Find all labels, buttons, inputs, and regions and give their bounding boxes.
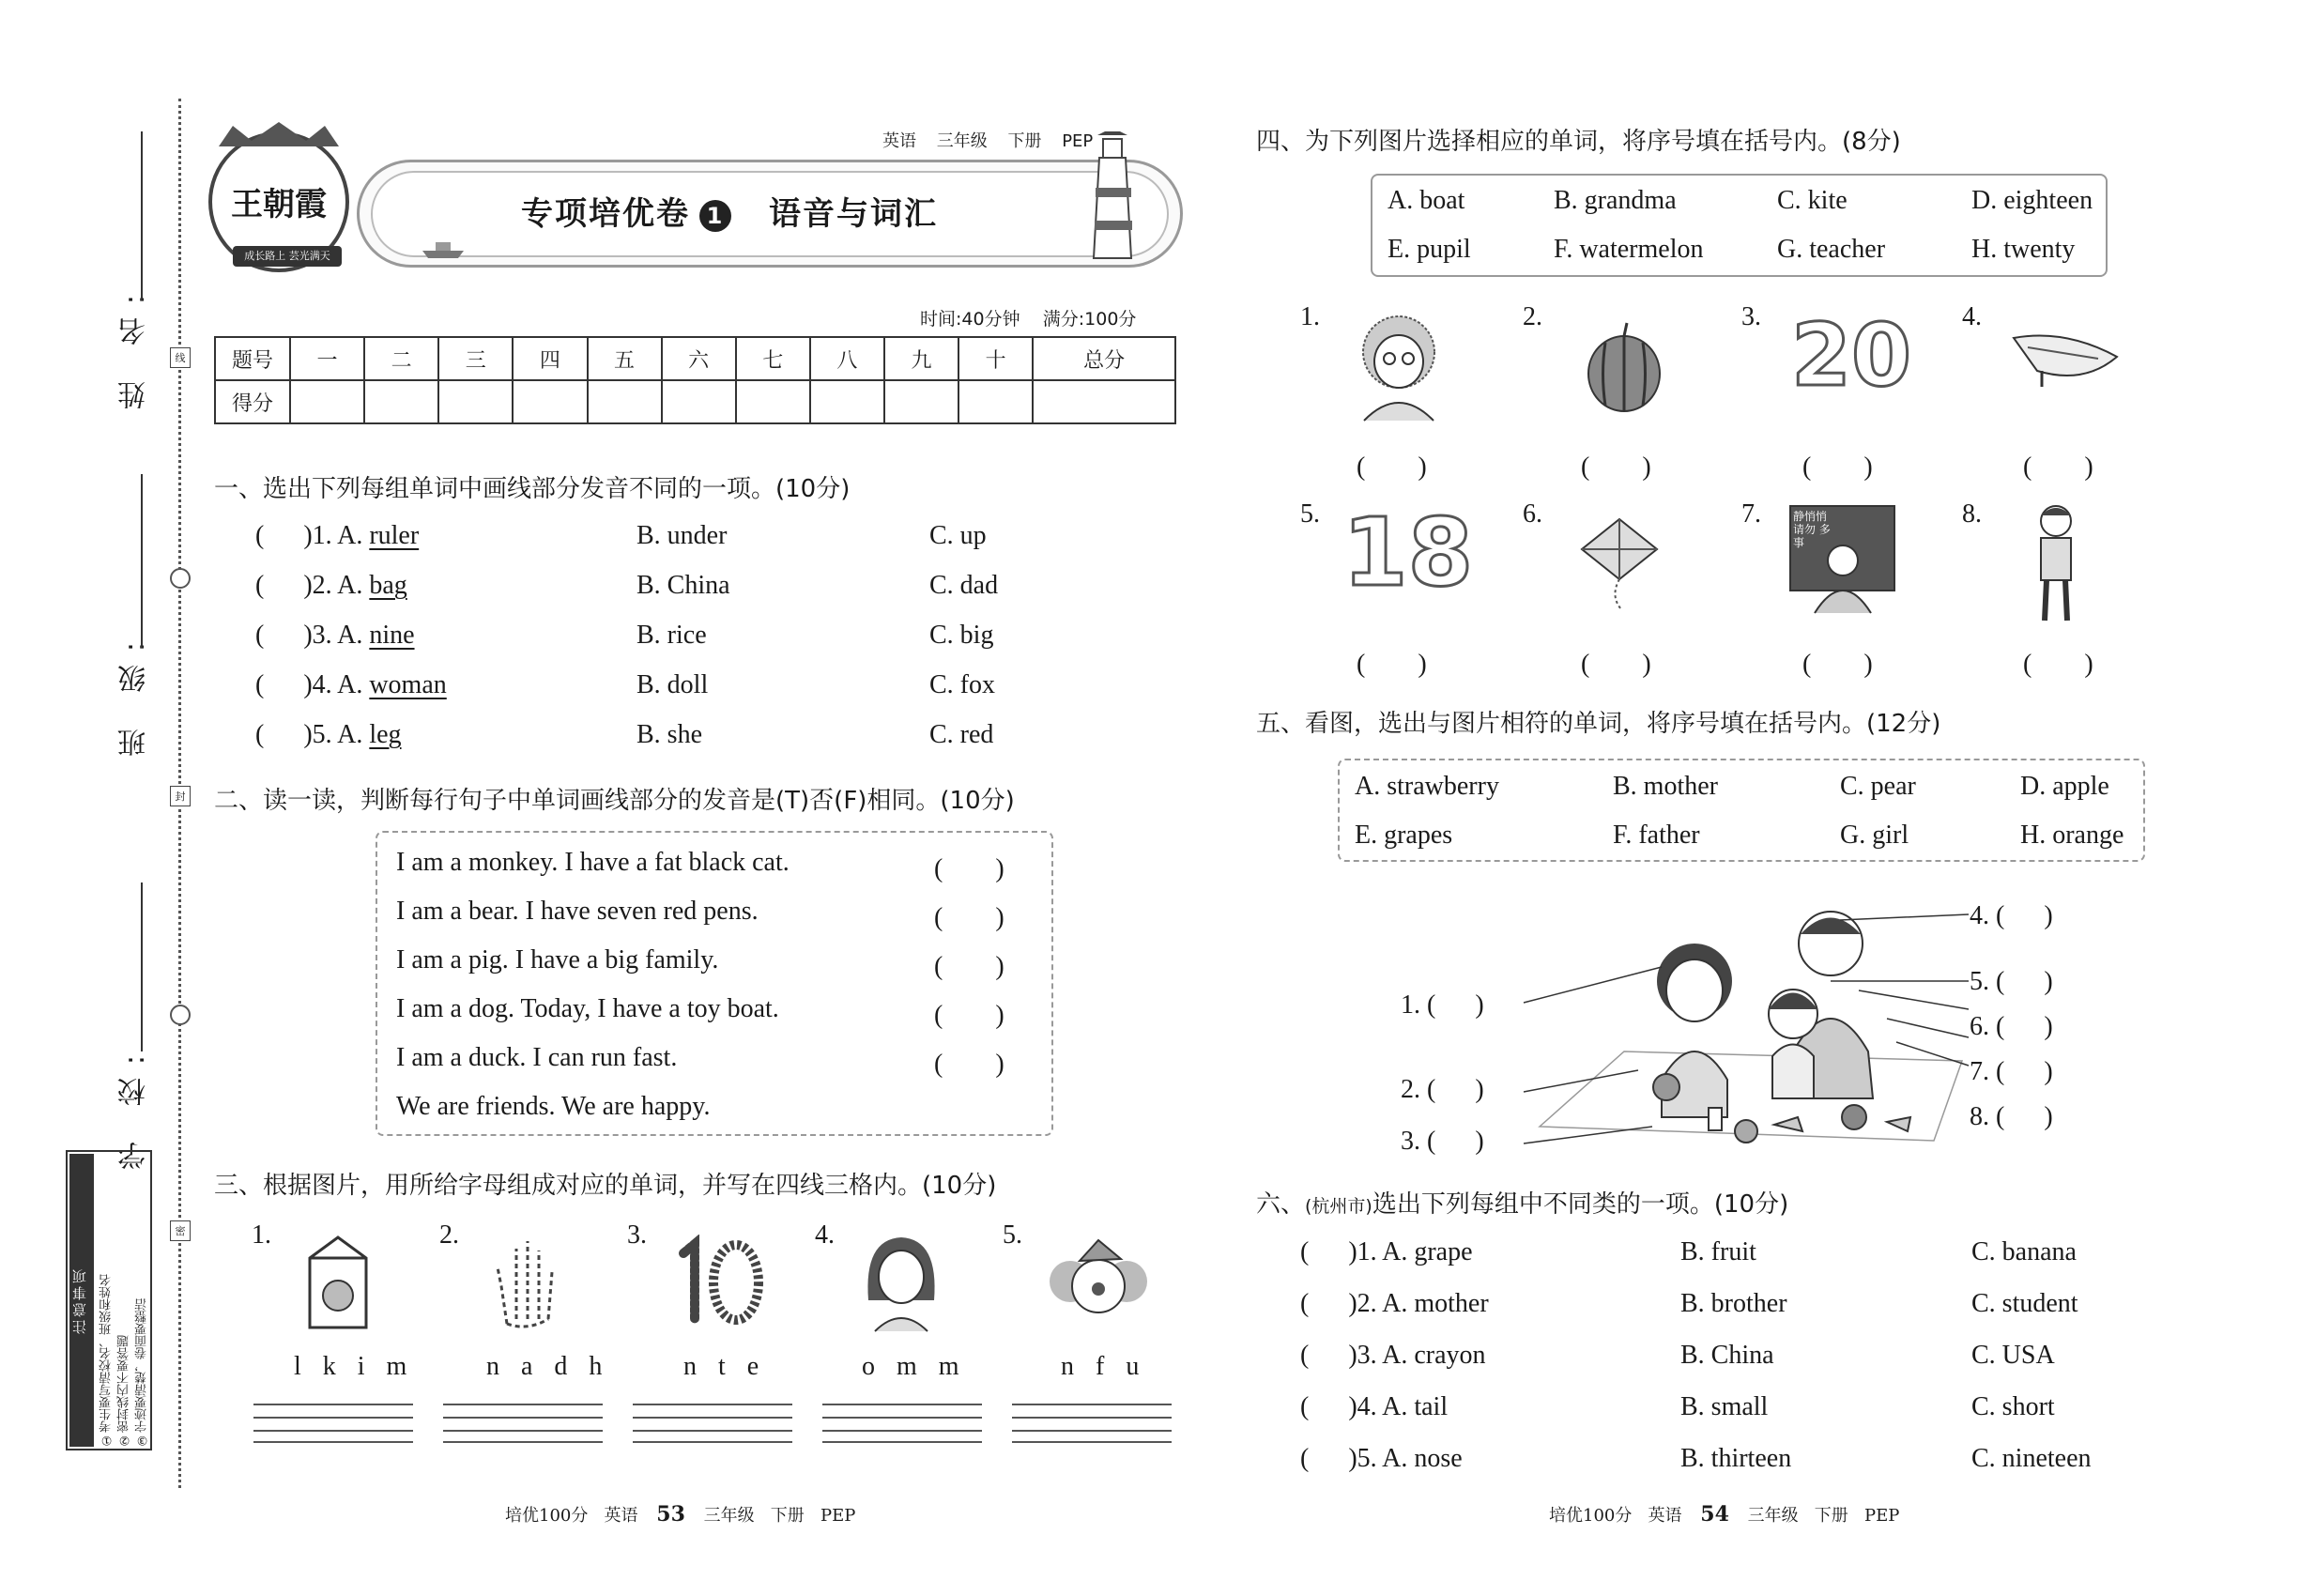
footer-subject: 英语 (604, 1506, 638, 1526)
sec1-title: 一、选出下列每组单词中画线部分发音不同的一项。(10分) (214, 475, 851, 503)
sec3-item-3-letters: n t e (683, 1352, 767, 1381)
notes-box (66, 1150, 152, 1450)
sec3-item-4-letters: o m m (862, 1352, 967, 1381)
sec3-item-2-num: 2. (439, 1220, 459, 1250)
score-cell[interactable] (1033, 380, 1175, 423)
twenty-icon: 20 (1791, 305, 1912, 406)
sec4-answer-2[interactable]: ( ) (1581, 453, 1651, 482)
name-write-line[interactable] (141, 131, 143, 300)
sec3-title: 三、根据图片，用所给字母组成对应的单词，并写在四线三格内。(10分) (214, 1172, 997, 1200)
score-header-cell: 八 (810, 337, 884, 380)
sec6-q1-option-a[interactable]: ( )1. A. grape (1300, 1237, 1473, 1266)
logo-ribbon: 成长路上 芸光满天 (233, 246, 342, 267)
sec5-label-1: 1. ( (1401, 990, 1436, 1020)
score-cell[interactable] (438, 380, 513, 423)
sec6-q1-option-b[interactable]: B. fruit (1680, 1237, 1756, 1266)
name-label: 姓 名: (118, 282, 151, 409)
sec1-q1-option-a[interactable]: ( )1. A. ruler (255, 521, 420, 550)
time-score-row (920, 305, 1136, 330)
note-3: ③字迹要清楚，卷面要整洁 (135, 1298, 149, 1447)
sec6-q1-option-c[interactable]: C. banana (1971, 1237, 2077, 1266)
sec6-q5-option-c[interactable]: C. nineteen (1971, 1444, 2092, 1473)
score-header-cell: 九 (884, 337, 958, 380)
sec6-q5-option-a[interactable]: ( )5. A. nose (1300, 1444, 1463, 1473)
pupil-icon (2028, 502, 2084, 624)
q-num: )5. A. (303, 720, 370, 749)
sec6-q3-option-c[interactable]: C. USA (1971, 1341, 2055, 1370)
score-header-cell: 三 (438, 337, 513, 380)
notes-list (98, 1156, 151, 1447)
sec4-item-3-num: 3. (1741, 302, 1761, 331)
sec2-sentence-3: I am a pig. I have a big family. (396, 945, 719, 974)
clown-icon (1042, 1235, 1155, 1328)
sec2-answer-2[interactable]: ( ) (934, 903, 1004, 932)
meta-subject: 英语 (882, 131, 916, 151)
sec4-title: 四、为下列图片选择相应的单词，将序号填在括号内。(8分) (1256, 128, 1901, 156)
watermelon-icon (1582, 319, 1666, 418)
sec6-q5-option-b[interactable]: B. thirteen (1680, 1444, 1792, 1473)
sec4-item-2-num: 2. (1523, 302, 1542, 331)
score-cell[interactable] (810, 380, 884, 423)
footer-term: 下册 (770, 1506, 805, 1526)
score-header-cell: 总分 (1033, 337, 1175, 380)
sec6-q4-option-b[interactable]: B. small (1680, 1392, 1769, 1421)
class-label: 班 级: (118, 629, 151, 757)
sec6-q1-text: )1. A. grape (1348, 1237, 1473, 1266)
sec3-item-5-letters: n f u (1061, 1352, 1147, 1381)
boat-icon (2009, 319, 2122, 394)
sec6-title-city: (杭州市) (1305, 1196, 1372, 1217)
sec2-answer-1[interactable]: ( ) (934, 854, 1004, 883)
sec4-answer-4[interactable]: ( ) (2023, 453, 2093, 482)
sec4-option-g: G. teacher (1777, 235, 1886, 264)
sec4-option-e: E. pupil (1388, 235, 1471, 264)
q-num: )4. A. (303, 670, 370, 699)
sec4-answer-8[interactable]: ( ) (2023, 650, 2093, 679)
sec1-q5-option-c[interactable]: C. red (929, 720, 994, 749)
sec5-answer-6[interactable]: 6. ( ) (1970, 1012, 2053, 1041)
time-limit: 时间:40分钟 (920, 309, 1020, 330)
sec2-sentence-1: I am a monkey. I have a fat black cat. (396, 848, 790, 877)
hand-icon (479, 1230, 573, 1333)
score-cell[interactable] (290, 380, 364, 423)
label-leader-lines (1521, 892, 1971, 1164)
sec5-answer-5[interactable]: 5. ( ) (1970, 967, 2053, 996)
sec5-option-g: G. girl (1840, 821, 1909, 850)
note-1: ①考生要写清校名、班级和姓名 (100, 1274, 114, 1447)
sec5-answer-8[interactable]: 8. ( ) (1970, 1102, 2053, 1131)
sec2-sentence-2: I am a bear. I have seven red pens. (396, 897, 759, 926)
sec6-title-pre: 六、 (1256, 1190, 1306, 1219)
sec4-answer-1[interactable]: ( ) (1357, 453, 1427, 482)
footer-grade: 三年级 (1747, 1506, 1799, 1526)
sec3-item-1-num: 1. (252, 1220, 271, 1250)
sec5-answer-1[interactable]: 1. ( ) (1401, 990, 1484, 1020)
school-label: 学 校: (118, 1042, 151, 1170)
score-table-score-row (215, 380, 1175, 423)
sec5-answer-3[interactable]: 3. ( ) (1401, 1127, 1484, 1156)
sec3-item-3-num: 3. (627, 1220, 647, 1250)
mom-icon (854, 1230, 948, 1333)
score-header-cell: 五 (588, 337, 662, 380)
footer-edition: PEP (1863, 1506, 1900, 1526)
sec4-item-8-num: 8. (1962, 499, 1982, 529)
q-word-a: woman (369, 670, 447, 699)
sec6-q2-option-b[interactable]: B. brother (1680, 1289, 1787, 1318)
sec6-q2-option-c[interactable]: C. student (1971, 1289, 2078, 1318)
footer-series: 培优100分 (1549, 1506, 1633, 1526)
milk-carton-icon (291, 1230, 385, 1333)
sec4-option-a: A. boat (1388, 186, 1465, 215)
score-table (214, 336, 1176, 424)
eighteen-icon: 18 (1342, 498, 1474, 607)
sec6-title-post: 选出下列每组中不同类的一项。(10分) (1372, 1190, 1789, 1219)
sec2-title: 二、读一读，判断每行句子中单词画线部分的发音是(T)否(F)相同。(10分) (214, 787, 1015, 815)
score-cell[interactable] (513, 380, 587, 423)
score-table-header-row (215, 337, 1175, 380)
score-header-cell: 七 (736, 337, 810, 380)
sec3-item-2-letters: n a d h (486, 1352, 610, 1381)
blackboard-text: 静悄悄 请勿 多事 (1793, 510, 1831, 549)
sec2-answer-5[interactable]: ( ) (934, 1050, 1004, 1079)
sec5-label-7: 7. ( (1970, 1057, 2005, 1086)
score-cell[interactable] (588, 380, 662, 423)
sec2-sentence-5: I am a duck. I can run fast. (396, 1043, 678, 1072)
sec4-answer-5[interactable]: ( ) (1357, 650, 1427, 679)
sec5-label-4: 4. ( (1970, 901, 2005, 930)
crown-icon (214, 120, 344, 148)
sec4-answer-7[interactable]: ( ) (1802, 650, 1873, 679)
q-num: )1. A. (303, 521, 370, 550)
cut-mark-xian: 线 (170, 347, 191, 368)
sec4-option-h: H. twenty (1971, 235, 2076, 264)
score-header-cell: 六 (662, 337, 736, 380)
sec1-q4-option-c[interactable]: C. fox (929, 670, 995, 699)
q-word-a: nine (369, 621, 415, 650)
footer-edition: PEP (820, 1506, 856, 1526)
sec4-option-f: F. watermelon (1554, 235, 1704, 264)
notes-title: 注意事项 (69, 1154, 94, 1447)
score-cell[interactable] (662, 380, 736, 423)
footer-left (505, 1502, 855, 1527)
sec4-option-b: B. grandma (1554, 186, 1677, 215)
sec2-answer-4[interactable]: ( ) (934, 1001, 1004, 1030)
sec5-option-h: H. orange (2020, 821, 2124, 850)
logo-text: 王朝霞 (231, 186, 327, 223)
sec6-q4-option-c[interactable]: C. short (1971, 1392, 2055, 1421)
score-header-cell: 一 (290, 337, 364, 380)
score-cell[interactable] (884, 380, 958, 423)
sec5-label-5: 5. ( (1970, 967, 2005, 996)
sec4-item-4-num: 4. (1962, 302, 1982, 331)
score-header-cell: 题号 (215, 337, 290, 380)
sec3-item-1-letters: l k i m (294, 1352, 415, 1381)
q-num: )2. A. (303, 571, 370, 600)
sec1-q5-option-b[interactable]: B. she (636, 720, 702, 749)
school-write-line[interactable] (141, 882, 143, 1051)
sec5-answer-4[interactable]: 4. ( ) (1970, 901, 2053, 930)
score-cell[interactable] (364, 380, 438, 423)
sec5-label-2: 2. ( (1401, 1075, 1436, 1104)
sec1-q1-option-c[interactable]: C. up (929, 521, 987, 550)
footer-term: 下册 (1814, 1506, 1848, 1526)
number-ten-icon (667, 1235, 770, 1328)
sec6-q3-option-b[interactable]: B. China (1680, 1341, 1774, 1370)
sec6-q5-text: )5. A. nose (1348, 1444, 1463, 1473)
page-number: 54 (1700, 1502, 1729, 1527)
sec1-q4-option-b[interactable]: B. doll (636, 670, 709, 699)
score-header-cell: 四 (513, 337, 587, 380)
sec1-q4-option-a[interactable]: ( )4. A. woman (255, 670, 447, 699)
sec1-q1-option-b[interactable]: B. under (636, 521, 728, 550)
sec5-label-8: 8. ( (1970, 1102, 2005, 1131)
score-cell[interactable] (736, 380, 810, 423)
footer-grade: 三年级 (703, 1506, 755, 1526)
cut-mark-feng: 封 (170, 786, 191, 806)
score-header-cell: 十 (958, 337, 1033, 380)
sec5-answer-2[interactable]: 2. ( ) (1401, 1075, 1484, 1104)
sec2-sentence-4: I am a dog. Today, I have a toy boat. (396, 994, 779, 1023)
page-number: 53 (656, 1502, 685, 1527)
title-main: 专项培优卷 (521, 195, 690, 233)
sec5-label-6: 6. ( (1970, 1012, 2005, 1041)
cut-mark-mi: 密 (170, 1220, 191, 1241)
sec4-item-5-num: 5. (1300, 499, 1320, 529)
score-header-cell: 二 (364, 337, 438, 380)
q-word-a: bag (369, 571, 407, 600)
footer-subject: 英语 (1648, 1506, 1682, 1526)
sec6-q3-option-a[interactable]: ( )3. A. crayon (1300, 1341, 1486, 1370)
sec3-item-2-writing-lines[interactable] (443, 1404, 603, 1443)
sec3-item-5-writing-lines[interactable] (1012, 1404, 1172, 1443)
score-row-label: 得分 (215, 380, 290, 423)
full-score: 满分:100分 (1042, 309, 1137, 330)
meta-grade: 三年级 (936, 131, 988, 151)
meta-term: 下册 (1007, 131, 1042, 151)
note-2: ②密封线内不要答题 (117, 1335, 131, 1447)
sec5-option-f: F. father (1613, 821, 1700, 850)
page-title (521, 188, 938, 234)
sec1-q3-option-b[interactable]: B. rice (636, 621, 707, 650)
sec5-option-c: C. pear (1840, 772, 1916, 801)
footer-series: 培优100分 (505, 1506, 589, 1526)
class-write-line[interactable] (141, 474, 143, 648)
sec5-answer-7[interactable]: 7. ( ) (1970, 1057, 2053, 1086)
sec4-answer-6[interactable]: ( ) (1581, 650, 1651, 679)
sec1-q3-option-a[interactable]: ( )3. A. nine (255, 621, 415, 650)
sec6-q4-text: )4. A. tail (1348, 1392, 1449, 1421)
q-word-a: ruler (369, 521, 420, 550)
sec1-q2-option-c[interactable]: C. dad (929, 571, 999, 600)
binding-hole-2 (170, 1005, 191, 1025)
binding-hole-1 (170, 568, 191, 589)
sec4-item-6-num: 6. (1523, 499, 1542, 529)
sec4-answer-3[interactable]: ( ) (1802, 453, 1873, 482)
sec1-q5-option-a[interactable]: ( )5. A. leg (255, 720, 402, 749)
meta-edition: PEP (1062, 131, 1094, 151)
title-number: 1 (699, 200, 731, 232)
sec6-q2-option-a[interactable]: ( )2. A. mother (1300, 1289, 1489, 1318)
sec4-option-d: D. eighteen (1971, 186, 2093, 215)
sec1-q2-option-a[interactable]: ( )2. A. bag (255, 571, 407, 600)
footer-right (1549, 1502, 1899, 1527)
sec5-option-d: D. apple (2020, 772, 2109, 801)
sec4-item-7-num: 7. (1741, 499, 1761, 529)
ship-icon (421, 239, 466, 260)
sec5-option-e: E. grapes (1355, 821, 1453, 850)
sec3-item-5-num: 5. (1003, 1220, 1022, 1250)
sec4-item-1-num: 1. (1300, 302, 1320, 331)
q-num: )3. A. (303, 621, 370, 650)
title-sub: 语音与词汇 (769, 195, 938, 233)
sec5-title: 五、看图，选出与图片相符的单词，将序号填在括号内。(12分) (1256, 710, 1941, 738)
grandma-icon (1347, 310, 1450, 422)
sec6-q4-option-a[interactable]: ( )4. A. tail (1300, 1392, 1449, 1421)
kite-icon (1563, 512, 1676, 615)
sec6-q2-text: )2. A. mother (1348, 1289, 1489, 1318)
sec2-sentence-6: We are friends. We are happy. (396, 1092, 711, 1121)
sec3-item-3-writing-lines[interactable] (633, 1404, 792, 1443)
lighthouse-icon (1084, 131, 1141, 263)
sec1-q2-option-b[interactable]: B. China (636, 571, 730, 600)
score-cell[interactable] (958, 380, 1033, 423)
sec4-option-c: C. kite (1777, 186, 1848, 215)
sec5-option-a: A. strawberry (1355, 772, 1499, 801)
sec3-item-4-num: 4. (815, 1220, 835, 1250)
sec5-option-b: B. mother (1613, 772, 1718, 801)
sec2-answer-3[interactable]: ( ) (934, 952, 1004, 981)
q-word-a: leg (369, 720, 402, 749)
sec6-q3-text: )3. A. crayon (1348, 1341, 1486, 1370)
sec1-q3-option-c[interactable]: C. big (929, 621, 994, 650)
header-meta (882, 128, 1108, 152)
sec3-item-4-writing-lines[interactable] (822, 1404, 982, 1443)
sec5-label-3: 3. ( (1401, 1127, 1436, 1156)
sec6-title (1256, 1185, 1788, 1220)
sec3-item-1-writing-lines[interactable] (253, 1404, 413, 1443)
